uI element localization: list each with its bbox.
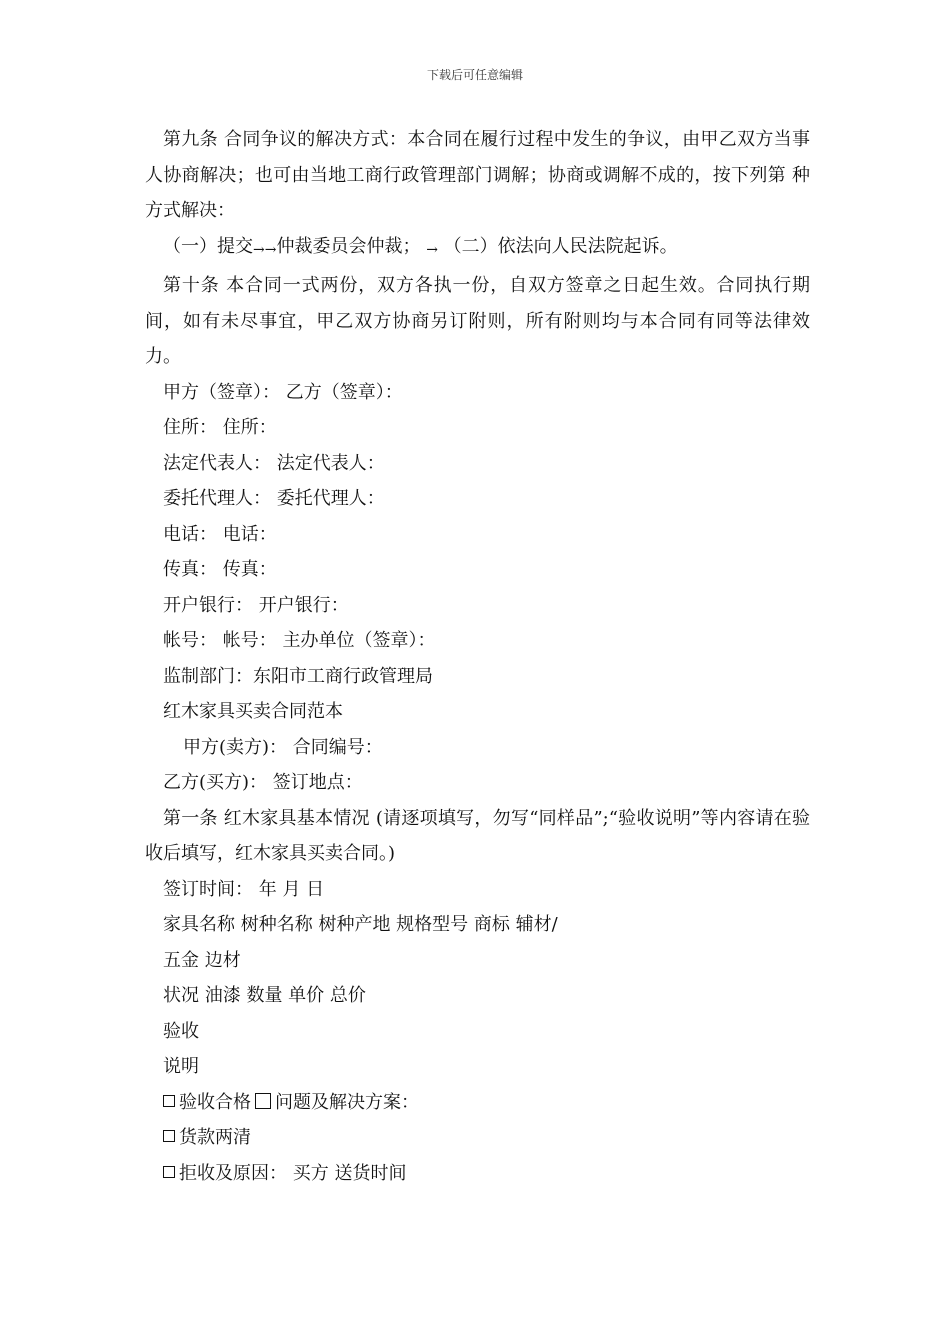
dispute-options (145, 229, 810, 269)
checkbox-icon (255, 1093, 271, 1109)
option-1-prefix: （一）提交 (163, 235, 253, 257)
checkbox-label-paid: 货款两清 (179, 1127, 251, 1148)
table-line: 状况 油漆 数量 单价 总价 (163, 985, 366, 1006)
signature-line-bank: 开户银行： 开户银行： (163, 594, 349, 616)
contract-title: 红木家具买卖合同范本 (163, 701, 343, 722)
contract-article-1: 第一条 红木家具基本情况 (请逐项填写，勿写“同样品”;“验收说明”等内容请在验收后填写，红木家具买卖合同。) (145, 807, 810, 864)
option-2: （二）依法向人民法院起诉。 (443, 235, 678, 257)
table-line: 五金 边材 (163, 949, 241, 971)
page-header-note: 下载后可任意编辑 (426, 68, 523, 82)
signature-line-fax: 传真： 传真： (163, 559, 277, 580)
checkbox-label-rejected: 拒收及原因： 买方 送货时间 (179, 1162, 407, 1184)
sign-time-line: 签订时间： 年 月 日 (163, 878, 325, 900)
checkbox-line-accepted (145, 1085, 810, 1121)
signature-line-agent: 委托代理人： 委托代理人： (163, 488, 385, 509)
table-line: 说明 (163, 1056, 199, 1077)
option-1-suffix: 仲裁委员会仲裁； (276, 235, 421, 257)
checkbox-label-accepted: 验收合格 (179, 1091, 251, 1113)
signature-line-address: 住所： 住所： (163, 417, 277, 438)
arrow-icon: → (253, 241, 265, 258)
signature-line-phone: 电话： 电话： (163, 523, 277, 545)
checkbox-label-issues: 问题及解决方案： (275, 1091, 419, 1113)
arrow-icon: → (264, 241, 277, 258)
checkbox-icon (163, 1095, 175, 1107)
checkbox-line-rejected (145, 1156, 810, 1192)
document-body (145, 122, 810, 1191)
article-10-text: 第十条 本合同一式两份，双方各执一份，自双方签章之日起生效。合同执行期间，如有未尽事宜，甲乙双方协商另订附则，所有附则均与本合同有同等法律效力。 (145, 275, 810, 367)
checkbox-line-paid (145, 1120, 810, 1156)
checkbox-icon (163, 1166, 175, 1178)
signature-line-legal-rep: 法定代表人： 法定代表人： (163, 452, 385, 474)
signature-line-party-seals: 甲方（签章）： 乙方（签章）： (163, 381, 403, 403)
article-9-text: 第九条 合同争议的解决方式：本合同在履行过程中发生的争议，由甲乙双方当事人协商解决；也可由当地工商行政管理部门调解；协商或调解不成的，按下列第 种方式解决： (145, 129, 810, 221)
table-line: 家具名称 树种名称 树种产地 规格型号 商标 辅材/ (163, 914, 558, 935)
party-b-line: 乙方(买方)： 签订地点： (163, 772, 363, 793)
checkbox-icon (163, 1130, 175, 1142)
party-a-line: 甲方(卖方)： 合同编号： (183, 736, 383, 758)
signature-line-account: 帐号： 帐号： 主办单位（签章）： (163, 630, 436, 651)
arrow-icon: → (426, 241, 438, 258)
signature-line-supervisor: 监制部门：东阳市工商行政管理局 (163, 665, 433, 687)
table-line: 验收 (163, 1020, 199, 1042)
